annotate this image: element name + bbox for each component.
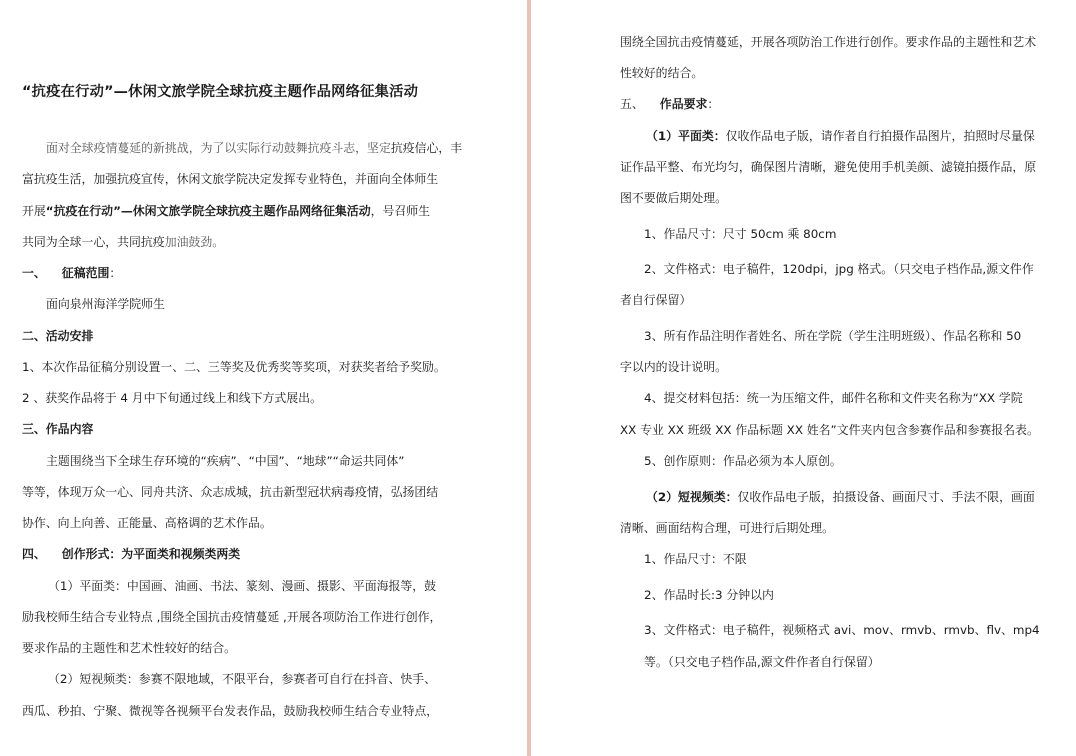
video-category-line-1: （2）短视频类：仅收作品电子版，拍摄设备、画面尺寸、手法不限，画面 (646, 490, 1035, 504)
flat-item-5: 5、创作原则：作品必须为本人原创。 (644, 454, 842, 468)
flat-item-4-line-2: XX 专业 XX 班级 XX 作品标题 XX 姓名”文件夹内包含参赛作品和参赛报名表。 (620, 423, 1039, 437)
video-item-3-line-1: 3、文件格式：电子稿件，视频格式 avi、mov、rmvb、rmvb、flv、mp4 (644, 623, 1040, 637)
section-4-heading: 四、 创作形式：为平面类和视频类两类 (22, 547, 241, 561)
section-4-para-1-line-1: （1）平面类：中国画、油画、书法、篆刻、漫画、摄影、平面海报等，鼓 (48, 579, 437, 593)
section-2-item-1: 1、本次作品征稿分别设置一、二、三等奖及优秀奖等奖项，对获奖者给予奖励。 (22, 360, 446, 374)
section-3-line-1: 主题围绕当下全球生存环境的“疾病”、“中国”、“地球”“命运共同体” (46, 454, 405, 468)
flat-item-3-line-1: 3、所有作品注明作者姓名、所在学院（学生注明班级）、作品名称和 50 (644, 329, 1022, 343)
section-3-line-3: 协作、向上向善、正能量、高格调的艺术作品。 (22, 516, 272, 530)
section-3-line-2: 等等，体现万众一心、同舟共济、众志成城，抗击新型冠状病毒疫情，弘扬团结 (22, 485, 439, 499)
flat-item-2-line-1: 2、文件格式：电子稿件，120dpi，jpg 格式。（只交电子档作品,源文件作 (644, 262, 1034, 276)
video-item-3-line-2: 等。（只交电子档作品,源文件作者自行保留） (644, 655, 880, 669)
document-page-right (531, 0, 1076, 756)
intro-line-3: 开展“抗疫在行动”—休闲文旅学院全球抗疫主题作品网络征集活动，号召师生 (22, 204, 431, 218)
left-column (22, 0, 463, 756)
document-page-left (0, 0, 527, 756)
video-item-2: 2、作品时长:3 分钟以内 (644, 588, 774, 602)
flat-category-line-1: （1）平面类：仅收作品电子版，请作者自行拍摄作品图片，拍照时尽量保 (646, 129, 1035, 143)
section-4-para-1-line-3: 要求作品的主题性和艺术性较好的结合。 (22, 641, 237, 655)
document-title: “抗疫在行动”—休闲文旅学院全球抗疫主题作品网络征集活动 (22, 84, 419, 100)
continued-line-2: 性较好的结合。 (620, 66, 704, 80)
flat-item-1: 1、作品尺寸：尺寸 50cm 乘 80cm (644, 227, 837, 241)
intro-line-2: 富抗疫生活，加强抗疫宣传，休闲文旅学院决定发挥专业特色，并面向全体师生 (22, 172, 439, 186)
section-4-para-2-line-2: 西瓜、秒拍、宁聚、微视等各视频平台发表作品，鼓励我校师生结合专业特点， (22, 704, 439, 718)
section-1-body: 面向泉州海洋学院师生 (46, 297, 165, 311)
flat-category-line-3: 图不要做后期处理。 (620, 191, 728, 205)
section-5-heading: 五、 作品要求： (620, 97, 720, 111)
section-4-para-2-line-1: （2）短视频类：参赛不限地域，不限平台，参赛者可自行在抖音、快手、 (48, 672, 437, 686)
section-4-para-1-line-2: 励我校师生结合专业特点 ,围绕全国抗击疫情蔓延 ,开展各项防治工作进行创作， (22, 610, 442, 624)
right-column (620, 0, 1040, 756)
section-1-heading: 一、 征稿范围： (22, 266, 122, 280)
video-category-line-2: 清晰、画面结构合理，可进行后期处理。 (620, 521, 835, 535)
flat-item-3-line-2: 字以内的设计说明。 (620, 360, 728, 374)
section-2-heading: 二、活动安排 (22, 329, 94, 343)
intro-line-4: 共同为全球一心，共同抗疫加油鼓劲。 (22, 235, 225, 249)
intro-line-1: 面对全球疫情蔓延的新挑战，为了以实际行动鼓舞抗疫斗志，坚定抗疫信心，丰 (46, 141, 463, 155)
section-2-item-2: 2 、获奖作品将于 4 月中下旬通过线上和线下方式展出。 (22, 391, 322, 405)
flat-category-line-2: 证作品平整、布光均匀，确保图片清晰，避免使用手机美颜、滤镜拍摄作品，原 (620, 160, 1037, 174)
section-3-heading: 三、作品内容 (22, 422, 94, 436)
flat-item-2-line-2: 者自行保留） (620, 293, 692, 307)
continued-line-1: 围绕全国抗击疫情蔓延，开展各项防治工作进行创作。要求作品的主题性和艺术 (620, 35, 1037, 49)
flat-item-4-line-1: 4、提交材料包括：统一为压缩文件，邮件名称和文件夹名称为“XX 学院 (644, 391, 1023, 405)
video-item-1: 1、作品尺寸：不限 (644, 552, 747, 566)
